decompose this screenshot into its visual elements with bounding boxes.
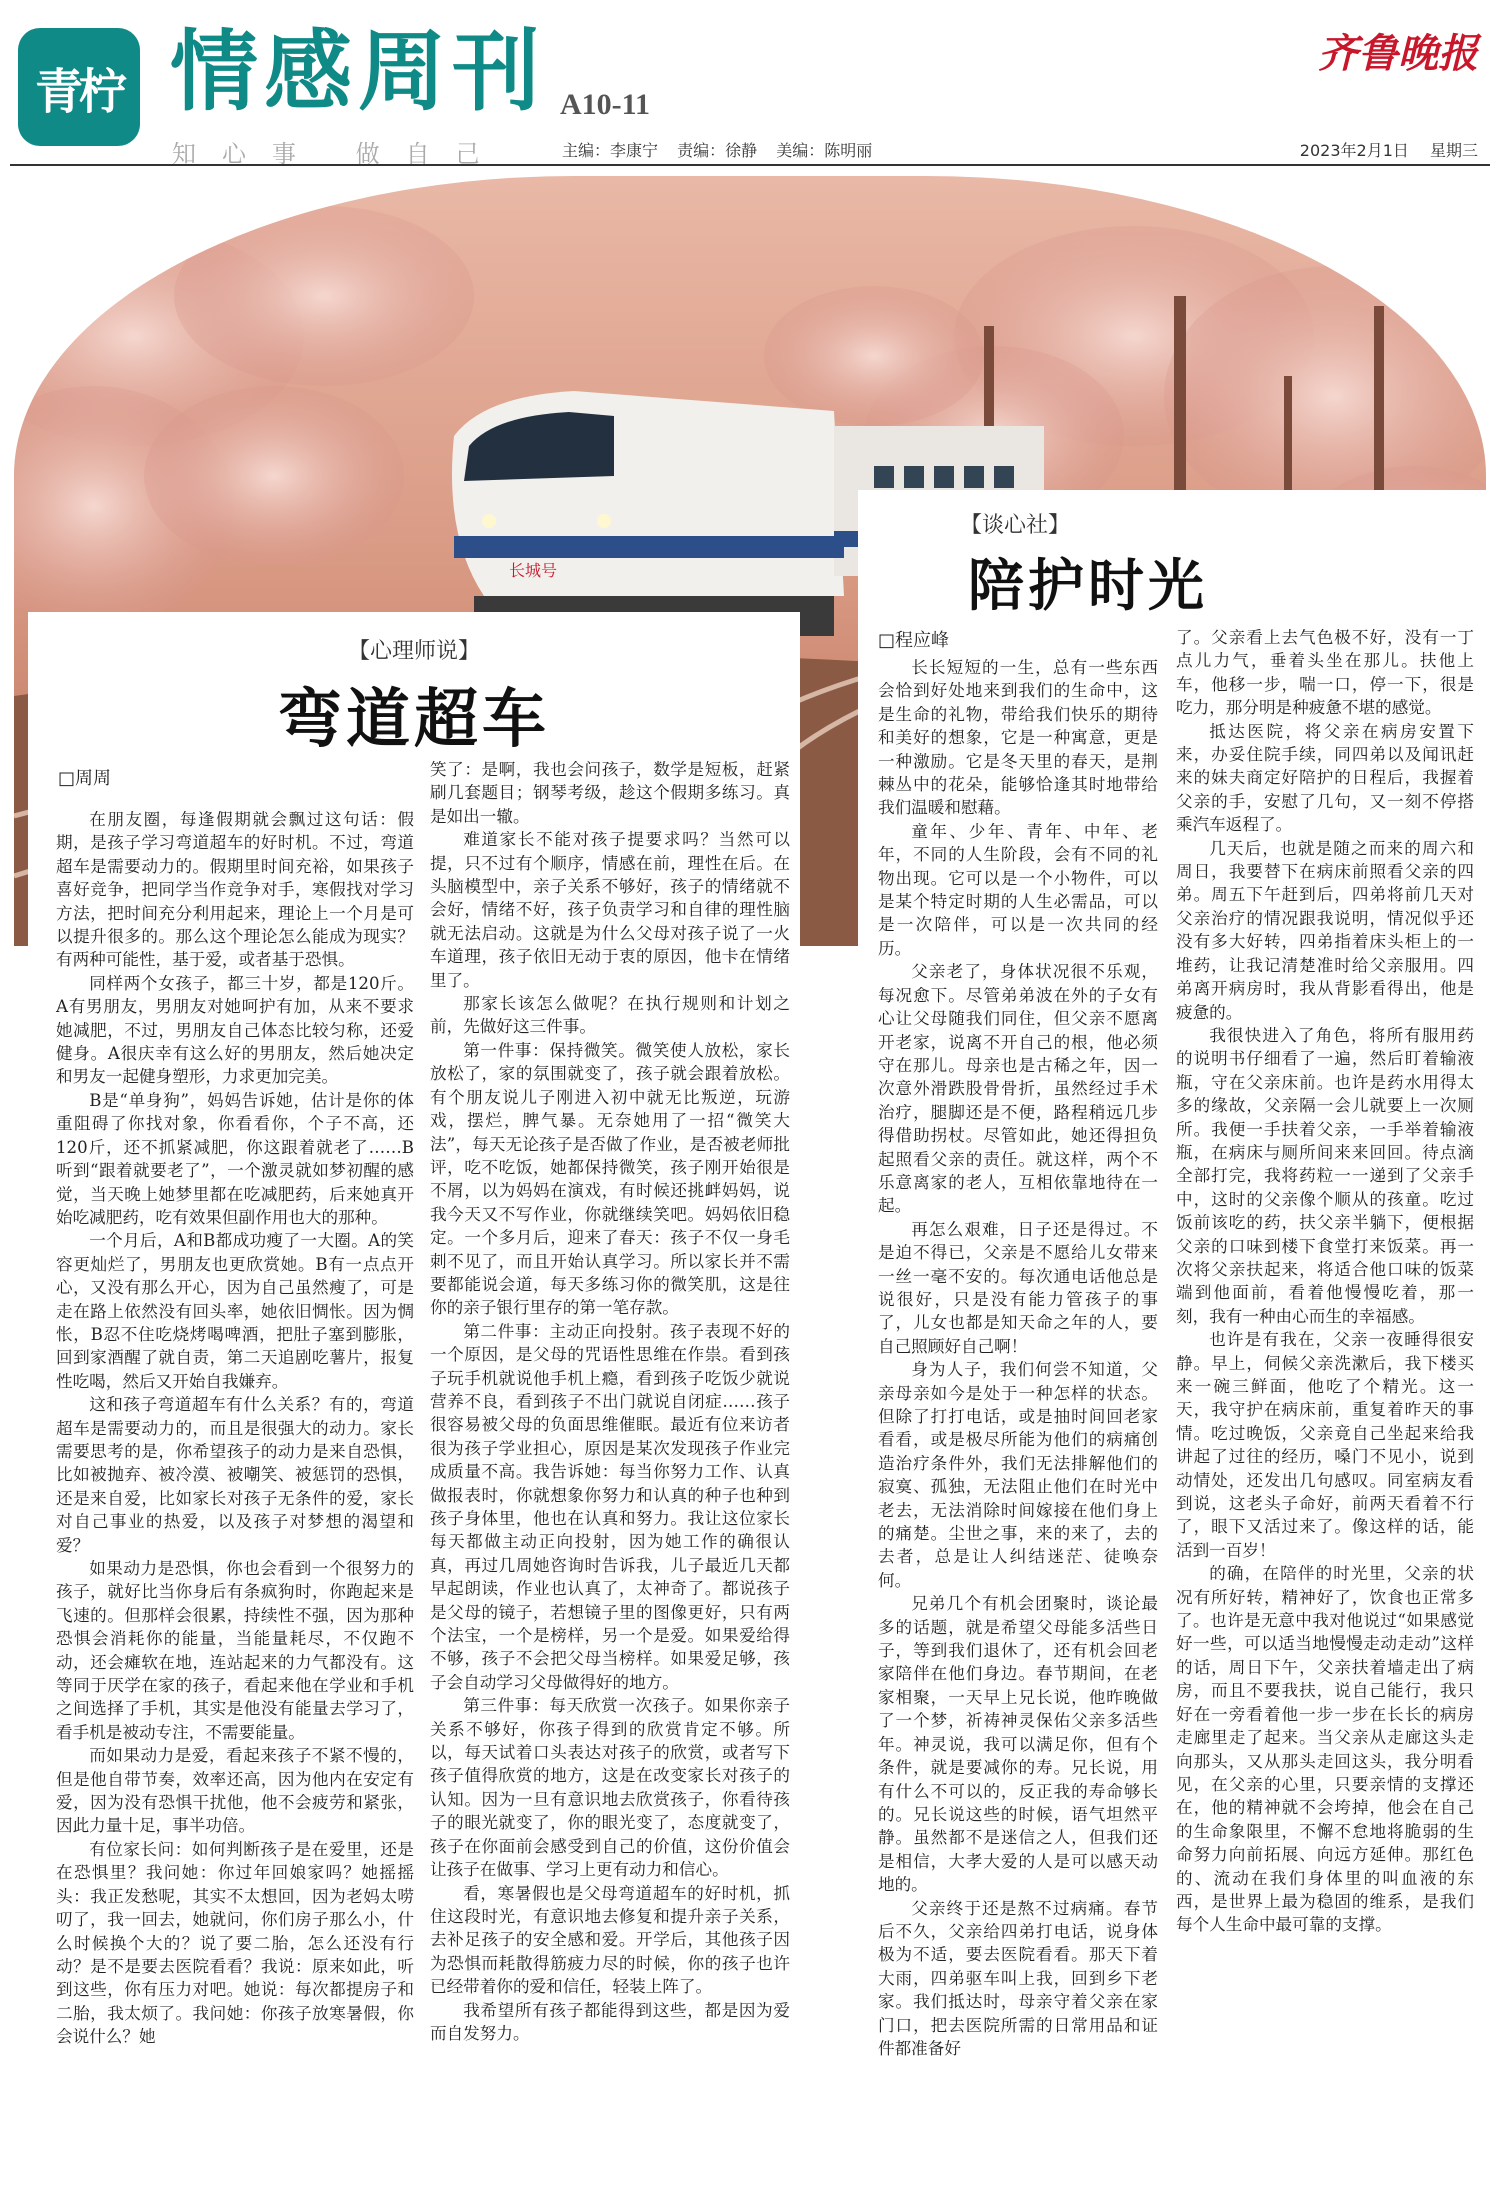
paragraph: 第二件事：主动正向投射。孩子表现不好的一个原因，是父母的咒语性思维在作祟。看到孩子玩手机就说他手机上瘾，看到孩子吃饭少就说营养不良，看到孩子不出门就说自闭症……孩子很容易被父母的负面思维催眠。最近有位来访者很为孩子学业担心，原因是某次发现孩子作业完成质量不高。我告诉她：每当你努力工作、认真做报表时，你就想象你努力和认真的种子也种到孩子身体里，他也在认真和努力。我让这位家长每天都做主动正向投射，因为她工作的确很认真，再过几周她咨询时告诉我，儿子最近几天都早起朗读，作业也认真了，太神奇了。都说孩子是父母的镜子，若想镜子里的图像更好，只有两个法宝，一个是榜样，另一个是爱。如果爱给得不够，孩子不会把父母当榜样。如果爱足够，孩子会自动学习父母做得好的地方。 — [430, 1321, 790, 1692]
duty-editor: 责编：徐静 — [677, 141, 758, 160]
article-right-headline: 陪护时光 — [968, 553, 1208, 619]
article-left-byline: □周周 — [58, 768, 112, 789]
paragraph: 了。父亲看上去气色极不好，没有一丁点儿力气，垂着头坐在那儿。扶他上车，他移一步，喘一口，停一下，很是吃力，那分明是种疲惫不堪的感觉。 — [1176, 628, 1474, 718]
editor-credits — [562, 138, 886, 161]
section-title: 情感周刊 — [170, 20, 547, 123]
masthead — [0, 0, 1500, 170]
page-code: A10-11 — [560, 88, 650, 121]
paragraph: 如果动力是恐惧，你也会看到一个很努力的孩子，就好比当你身后有条疯狗时，你跑起来是飞速的。但那样会很累，持续性不强，因为那种恐惧会消耗你的能量，当能量耗尽，不仅跑不动，还会瘫软在地，连站起来的力气都没有。这等同于厌学在家的孩子，看起来他在学业和手机之间选择了手机，其实是他没有能量去学习了，看手机是被动专注，不需要能量。 — [56, 1559, 414, 1742]
article-right-column-2 — [1176, 626, 1474, 1937]
paragraph: 笑了：是啊，我也会问孩子，数学是短板，赶紧刷几套题目；钢琴考级，趁这个假期多练习。真是如出一辙。 — [430, 760, 790, 826]
paragraph: 看，寒暑假也是父母弯道超车的好时机，抓住这段时光，有意识地去修复和提升亲子关系，去补足孩子的安全感和爱。开学后，其他孩子因为恐惧而耗散得筋疲力尽的时候，你的孩子也许已经带着你的爱和信任，轻装上阵了。 — [430, 1883, 790, 1997]
paragraph: 我很快进入了角色，将所有服用药的说明书仔细看了一遍，然后盯着输液瓶，守在父亲床前。也许是药水用得太多的缘故，父亲隔一会儿就要上一次厕所。我便一手扶着父亲，一手举着输液瓶，在病床与厕所间来来回回。待点滴全部打完，我将药粒一一递到了父亲手中，这时的父亲像个顺从的孩童。吃过饭前该吃的药，扶父亲半躺下，便根据父亲的口味到楼下食堂打来饭菜。再一次将父亲扶起来，将适合他口味的饭菜端到他面前，看着他慢慢吃着，那一刻，我有一种由心而生的幸福感。 — [1176, 1025, 1474, 1326]
article-left-column-2 — [430, 758, 790, 2045]
brand-logo: 青柠 — [18, 28, 140, 146]
paragraph: 一个月后，A和B都成功瘦了一大圈。A的笑容更灿烂了，男朋友也更欣赏她。B有一点点开心，又没有那么开心，因为自己虽然瘦了，可是走在路上依然没有回头率，她依旧惆怅。因为惆怅，B忍不住吃烧烤喝啤酒，把肚子塞到膨胀，回到家酒醒了就自责，第二天追剧吃薯片，报复性吃喝，然后又开始自我嫌弃。 — [56, 1231, 414, 1391]
paragraph: 而如果动力是爱，看起来孩子不紧不慢的，但是他自带节奏，效率还高，因为他内在安定有爱，因为没有恐惧干扰他，他不会疲劳和紧张，因此力量十足，事半功倍。 — [56, 1746, 414, 1836]
chief-editor: 主编：李康宁 — [562, 141, 659, 160]
paragraph: 那家长该怎么做呢？在执行规则和计划之前，先做好这三件事。 — [430, 994, 790, 1037]
art-editor: 美编：陈明丽 — [776, 141, 873, 160]
paragraph: 有位家长问：如何判断孩子是在爱里，还是在恐惧里？我问她：你过年回娘家吗？她摇摇头：我正发愁呢，其实不太想回，因为老妈太唠叨了，我一回去，她就问，你们房子那么小，什么时候换个大的？说了要二胎，怎么还没有行动？是不是要去医院看看？我说：原来如此，听到这些，你有压力对吧。她说：每次都提房子和二胎，我太烦了。我问她：你孩子放寒暑假，你会说什么？她 — [56, 1839, 414, 2047]
article-right — [858, 490, 1486, 2190]
paragraph: 这和孩子弯道超车有什么关系？有的，弯道超车是需要动力的，而且是很强大的动力。家长需要思考的是，你希望孩子的动力是来自恐惧，比如被抛弃、被冷漠、被嘲笑、被惩罚的恐惧，还是来自爱，比如家长对孩子无条件的爱，家长对自己事业的热爱，以及孩子对梦想的渴望和爱？ — [56, 1395, 414, 1555]
article-right-kicker: 【谈心社】 — [959, 513, 1070, 538]
paragraph: 我希望所有孩子都能得到这些，都是因为爱而自发努力。 — [430, 2000, 790, 2043]
article-right-column-1 — [878, 656, 1158, 2060]
paragraph: 难道家长不能对孩子提要求吗？当然可以提，只不过有个顺序，情感在前，理性在后。在头脑模型中，亲子关系不够好，孩子的情绪就不会好，情绪不好，孩子负责学习和自律的理性脑就无法启动。这就是为什么父母对孩子说了一火车道理，孩子依旧无动于衷的原因，他卡在情绪里了。 — [430, 830, 790, 990]
article-right-byline: □程应峰 — [878, 630, 950, 651]
paragraph: 父亲终于还是熬不过病痛。春节后不久，父亲给四弟打电话，说身体极为不适，要去医院看看。那天下着大雨，四弟驱车叫上我，回到乡下老家。我们抵达时，母亲守着父亲在家门口，把去医院所需的日常用品和证件都准备好 — [878, 1898, 1158, 2058]
paragraph: 身为人子，我们何尝不知道，父亲母亲如今是处于一种怎样的状态。但除了打打电话，或是抽时间回老家看看，或是极尽所能为他们的病痛创造治疗条件外，我们无法排解他们的寂寞、孤独，无法阻止他们在时光中老去，无法消除时间嫁接在他们身上的痛楚。尘世之事，来的来了，去的去者，总是让人纠结迷茫、徒唤奈何。 — [878, 1360, 1158, 1590]
paragraph: 也许是有我在，父亲一夜睡得很安静。早上，伺候父亲洗漱后，我下楼买来一碗三鲜面，他吃了个精光。这一天，我守护在病床前，重复着昨天的事情。吃过晚饭，父亲竟自己坐起来给我讲起了过往的经历，嗓门不见小，说到动情处，还发出几句感叹。同室病友看到说，这老头子命好，前两天看着不行了，眼下又活过来了。像这样的话，能活到一百岁！ — [1176, 1330, 1474, 1560]
paragraph: 的确，在陪伴的时光里，父亲的状况有所好转，精神好了，饮食也正常多了。也许是无意中我对他说过“如果感觉好一些，可以适当地慢慢走动走动”这样的话，周日下午，父亲扶着墙走出了病房，而且不要我扶，说自己能行，我只好在一旁看着他一步一步在长长的病房走廊里走了起来。当父亲从走廊这头走向那头，又从那头走回这头，我分明看见，在父亲的心里，只要亲情的支撑还在，他的精神就不会垮掉，他会在自己的生命象限里，不懈不怠地将脆弱的生命努力向前拓展、向远方延伸。那红色的、流动在我们身体里的叫血液的东西，是世界上最为稳固的维系，是我们每个人生命中最可靠的支撑。 — [1176, 1564, 1474, 1935]
article-left-headline: 弯道超车 — [278, 682, 550, 757]
paragraph: 几天后，也就是随之而来的周六和周日，我要替下在病床前照看父亲的四弟。周五下午赶到后，四弟将前几天对父亲治疗的情况跟我说明，情况似乎还没有多大好转，四弟指着床头柜上的一堆药，让我记清楚准时给父亲服用。四弟离开病房时，我从背影看得出，他是疲惫的。 — [1176, 838, 1474, 1022]
paragraph: 长长短短的一生，总有一些东西会恰到好处地来到我们的生命中，这是生命的礼物，带给我们快乐的期待和美好的想象，它是一种寓意，更是一种激励。它是冬天里的春天，是荆棘丛中的花朵，能够恰逢其时地带给我们温暖和慰藉。 — [878, 658, 1158, 818]
article-left-kicker: 【心理师说】 — [347, 639, 480, 664]
paragraph: 第一件事：保持微笑。微笑使人放松，家长放松了，家的氛围就变了，孩子就会跟着放松。有个朋友说儿子刚进入初中就无比叛逆，玩游戏，摆烂，脾气暴。无奈她用了一招“微笑大法”，每天无论孩子是否做了作业，是否被老师批评，吃不吃饭，她都保持微笑，孩子刚开始很是不屑，以为妈妈在演戏，有时候还挑衅妈妈，说我今天又不写作业，你就继续笑吧。妈妈依旧稳定。一个多月后，迎来了春天：孩子不仅一身毛刺不见了，而且开始认真学习。所以家长并不需要都能说会道，每天多练习你的微笑肌，这是往你的亲子银行里存的第一笔存款。 — [430, 1040, 790, 1318]
paragraph: 兄弟几个有机会团聚时，谈论最多的话题，就是希望父母能多活些日子，等到我们退休了，还有机会回老家陪伴在他们身边。春节期间，在老家相聚，一天早上兄长说，他昨晚做了一个梦，祈祷神灵保佑父亲多活些年。神灵说，我可以满足你，但有个条件，就是要减你的寿。兄长说，用有什么不可以的，反正我的寿命够长的。兄长说这些的时候，语气坦然平静。虽然都不是迷信之人，但我们还是相信，大孝大爱的人是可以感天动地的。 — [878, 1594, 1158, 1895]
masthead-divider — [10, 164, 1490, 166]
date-text: 2023年2月1日 — [1299, 141, 1409, 160]
train-label: 长城号 — [509, 561, 558, 580]
paragraph: 童年、少年、青年、中年、老年，不同的人生阶段，会有不同的礼物出现。它可以是一个小物件，可以是某个特定时期的人生必需品，可以是一次陪伴，可以是一次共同的经历。 — [878, 821, 1158, 958]
issue-date — [1284, 138, 1478, 161]
weekday-text: 星期三 — [1429, 141, 1478, 160]
paragraph: 父亲老了，身体状况很不乐观，每况愈下。尽管弟弟波在外的子女有心让父母随我们同住，但父亲不愿离开老家，说离不开自己的根，他必须守在那儿。母亲也是古稀之年，因一次意外滑跌股骨骨折，虽然经过手术治疗，腿脚还是不便，路程稍远几步得借助拐杖。尽管如此，她还得担负起照看父亲的责任。就这样，两个不乐意离家的老人，互相依靠地待在一起。 — [878, 962, 1158, 1216]
newspaper-logo: 齐鲁晚报 — [1318, 30, 1478, 77]
section-slogan: 知心事 做自己 — [172, 140, 506, 168]
article-left — [28, 612, 800, 2190]
paragraph: B是“单身狗”，妈妈告诉她，估计是你的体重阻碍了你找对象，你看看你，个子不高，还120斤，还不抓紧减肥，你这跟着就老了……B听到“跟着就要老了”，一个激灵就如梦初醒的感觉，当天晚上她梦里都在吃减肥药，后来她真开始吃减肥药，吃有效果但副作用也大的那种。 — [56, 1090, 414, 1227]
paragraph: 第三件事：每天欣赏一次孩子。如果你亲子关系不够好，你孩子得到的欣赏肯定不够。所以，每天试着口头表达对孩子的欣赏，或者写下孩子值得欣赏的地方，这是在改变家长对孩子的认知。因为一旦有意识地去欣赏孩子，你看待孩子的眼光就变了，你的眼光变了，态度就变了，孩子在你面前会感受到自己的价值，这份价值会让孩子在做事、学习上更有动力和信心。 — [430, 1696, 790, 1880]
paragraph: 抵达医院，将父亲在病房安置下来，办妥住院手续，同四弟以及闻讯赶来的妹夫商定好陪护的日程后，我握着父亲的手，安慰了几句，又一刻不停搭乘汽车返程了。 — [1176, 721, 1474, 835]
paragraph: 再怎么艰难，日子还是得过。不是迫不得已，父亲是不愿给儿女带来一丝一毫不安的。每次通电话他总是说很好，只是没有能力管孩子的事了，儿女也都是知天命之年的人，要自己照顾好自己啊！ — [878, 1219, 1158, 1356]
paragraph: 在朋友圈，每逢假期就会飘过这句话：假期，是孩子学习弯道超车的好时机。不过，弯道超车是需要动力的。假期里时间充裕，如果孩子喜好竞争，把同学当作竞争对手，寒假找对学习方法，把时间充分利用起来，理论上一个月是可以提升很多的。那么这个理论怎么能成为现实？有两种可能性，基于爱，或者基于恐惧。 — [56, 810, 414, 970]
article-left-column-1 — [56, 808, 414, 2049]
paragraph: 同样两个女孩子，都三十岁，都是120斤。A有男朋友，男朋友对她呵护有加，从来不要求她减肥，不过，男朋友自己体态比较匀称，还爱健身。A很庆幸有这么好的男朋友，然后她决定和男友一起健身塑形，力求更加完美。 — [56, 973, 414, 1087]
